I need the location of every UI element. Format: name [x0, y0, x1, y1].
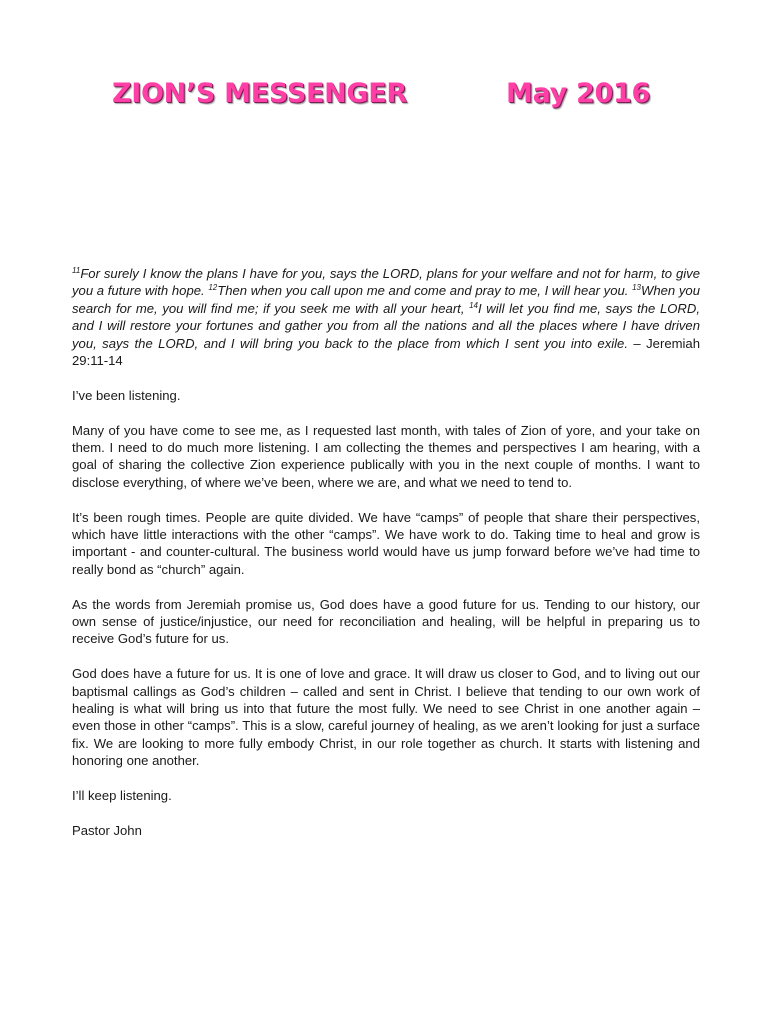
verse-number: 13 [632, 283, 641, 293]
verse-number: 11 [72, 266, 81, 275]
newsletter-title: ZION’S MESSENGER [112, 78, 407, 109]
signature: Pastor John [72, 822, 142, 838]
letter-body [72, 265, 700, 857]
verse-text: Then when you call upon me and come and pray to me, I will hear you. [217, 283, 633, 299]
paragraph-opening: I’ve been listening. [72, 387, 181, 403]
verse-number: 14 [469, 300, 479, 310]
paragraph: Many of you have come to see me, as I requested last month, with tales of Zion of yore, and your take on them. I need to do much more listening. I am collecting the themes and perspectives I am hearing, with a goal of sharing the collective Zion experience publically with you in the next couple of months. I want to disclose everything, of where we’ve been, where we are, and what we need to tend to. [72, 422, 700, 490]
paragraph: As the words from Jeremiah promise us, God does have a good future for us. Tending to our history, our own sense of justice/injustice, our need for reconciliation and healing, will be helpful in preparing us to receive God’s future for us. [72, 596, 700, 647]
masthead [0, 78, 770, 122]
scripture-quote [72, 265, 700, 369]
paragraph: It’s been rough times. People are quite divided. We have “camps” of people that share their perspectives, which have little interactions with the other “camps”. We have work to do. Taking time to heal and grow is important - and counter-cultural. The business world would have us jump forward before we’ve had time to really bond as “church” again. [72, 509, 700, 577]
verse-text: I will let you find me, says the LORD, and I will restore your fortunes and gather you from all the nations and all the places where I have driven you, says the LORD, and I will bring you back to the place from which I sent you into exile. [72, 300, 700, 351]
verse-number: 12 [208, 283, 218, 293]
newsletter-date: May 2016 [506, 78, 651, 109]
verse-text: For surely I know the plans I have for you, says the LORD, plans for your welfare and not for harm, to give you a future with hope. [72, 266, 700, 299]
paragraph: God does have a future for us. It is one of love and grace. It will draw us closer to God, and to living out our baptismal callings as God’s children – called and sent in Christ. I believe that tending to our own work of healing is what will bring us into that future the most fully. We need to see Christ in one another again – even those in other “camps”. This is a slow, careful journey of healing, as we aren’t looking for just a surface fix. We are looking to more fully embody Christ, in our role together as church. It starts with listening and honoring one another. [72, 666, 700, 769]
scripture-citation: – Jeremiah 29:11-14 [72, 335, 700, 369]
verse-text: When you search for me, you will find me; if you seek me with all your heart, [72, 283, 700, 316]
paragraph-closing: I’ll keep listening. [72, 788, 172, 804]
